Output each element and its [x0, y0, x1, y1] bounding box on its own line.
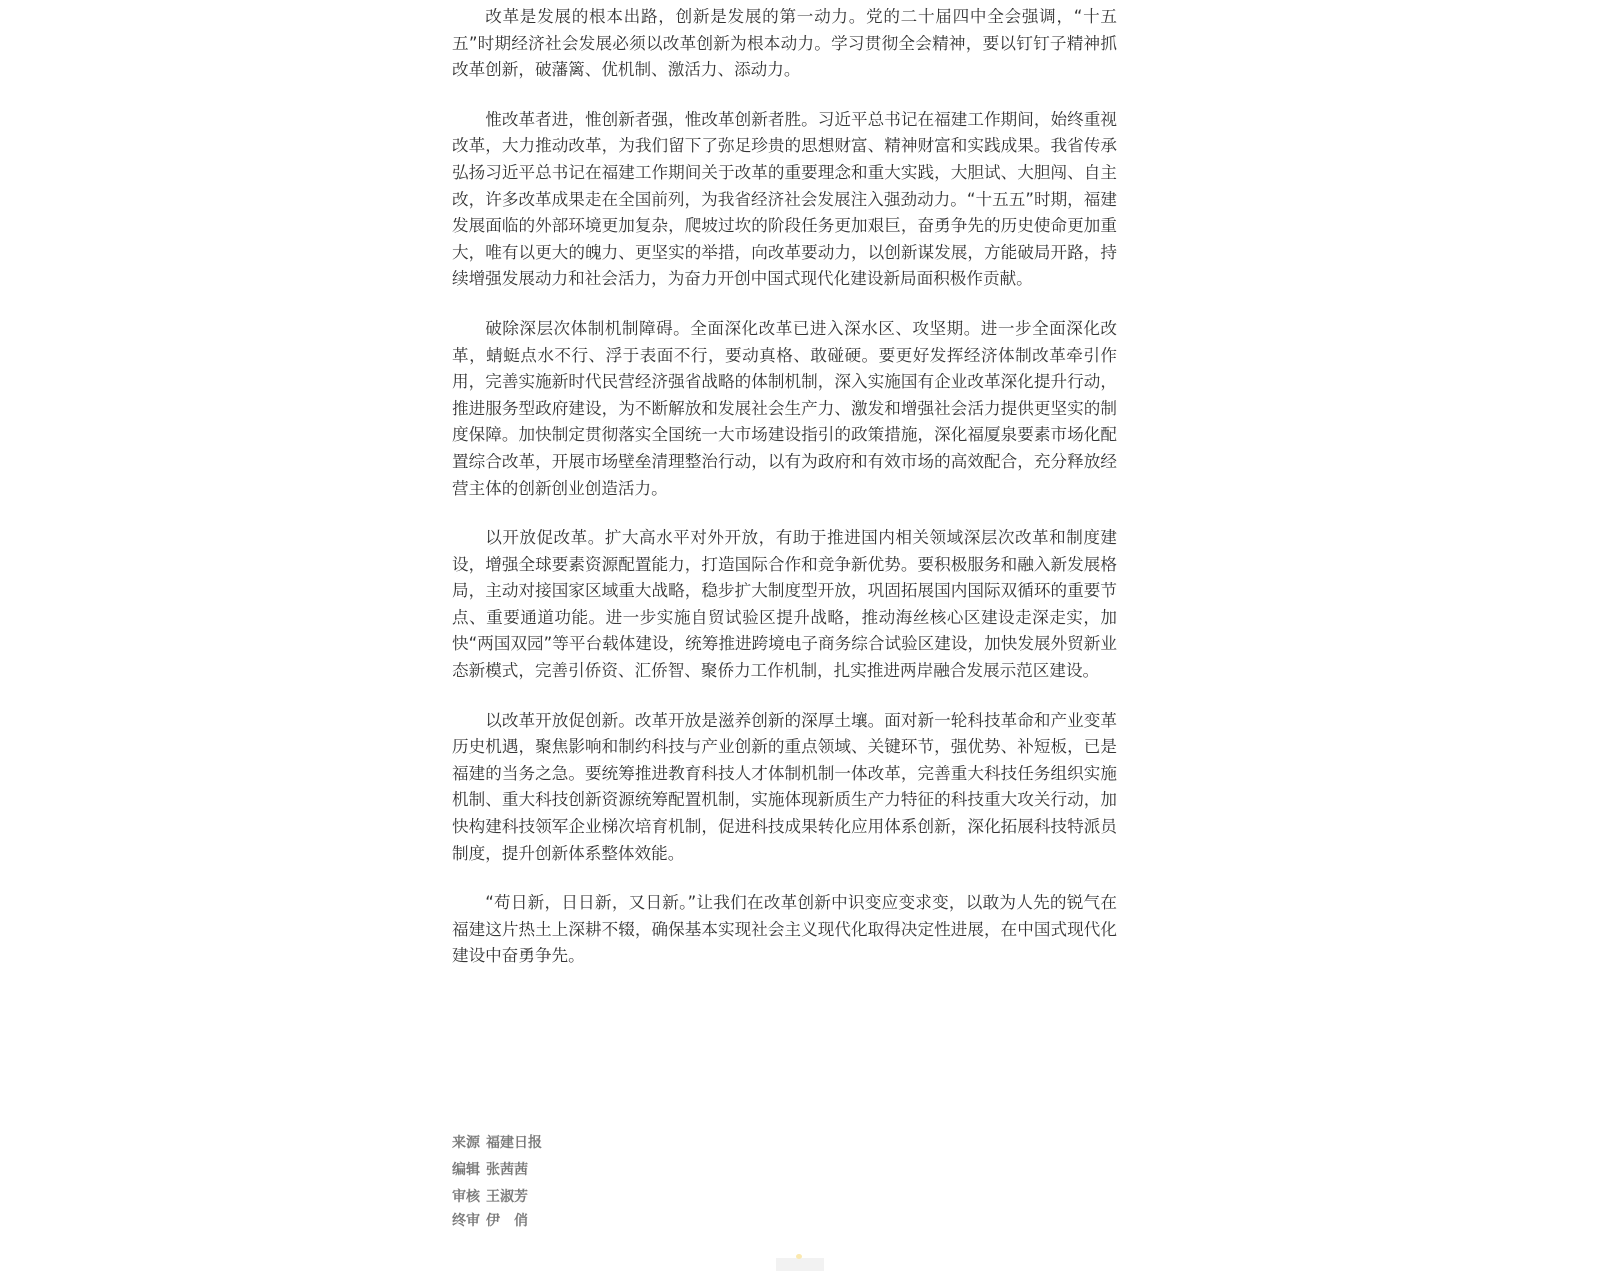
article-paragraph: “苟日新，日日新，又日新。”让我们在改革创新中识变应变求变，以敢为人先的锐气在福建这片热土上深耕不辍，确保基本实现社会主义现代化取得决定性进展，在中国式现代化建设中奋勇争先。 — [452, 893, 1117, 966]
credit-value: 福建日报 — [486, 1135, 542, 1151]
credit-label: 编辑 — [452, 1162, 480, 1178]
credit-label: 来源 — [452, 1135, 480, 1151]
article-paragraph: 以改革开放促创新。改革开放是滋养创新的深厚土壤。面对新一轮科技革命和产业变革历史机遇，聚焦影响和制约科技与产业创新的重点领域、关键环节，强优势、补短板，已是福建的当务之急。要统筹推进教育科技人才体制机制一体改革，完善重大科技任务组织实施机制、重大科技创新资源统筹配置机制，实施体现新质生产力特征的科技重大攻关行动，加快构建科技领军企业梯次培育机制，促进科技成果转化应用体系创新，深化拓展科技特派员制度，提升创新体系整体效能。 — [452, 710, 1117, 863]
article-paragraph: 改革是发展的根本出路，创新是发展的第一动力。党的二十届四中全会强调，“十五五”时期经济社会发展必须以改革创新为根本动力。学习贯彻全会精神，要以钉钉子精神抓改革创新，破藩篱、优机制、激活力、添动力。 — [452, 7, 1117, 80]
article-paragraph: 破除深层次体制机制障碍。全面深化改革已进入深水区、攻坚期。进一步全面深化改革，蜻蜓点水不行、浮于表面不行，要动真格、敢碰硬。要更好发挥经济体制改革牵引作用，完善实施新时代民营经济强省战略的体制机制，深入实施国有企业改革深化提升行动，推进服务型政府建设，为不断解放和发展社会生产力、激发和增强社会活力提供更坚实的制度保障。加快制定贯彻落实全国统一大市场建设指引的政策措施，深化福厦泉要素市场化配置综合改革，开展市场壁垒清理整治行动，以有为政府和有效市场的高效配合，充分释放经营主体的创新创业创造活力。 — [452, 318, 1117, 498]
bottom-toolbar-button[interactable] — [776, 1258, 824, 1271]
indicator-dot-icon — [796, 1254, 802, 1259]
credit-value: 王淑芳 — [486, 1189, 528, 1205]
credit-reviewer — [452, 1184, 542, 1211]
credit-source — [452, 1130, 542, 1157]
article-paragraph: 以开放促改革。扩大高水平对外开放，有助于推进国内相关领域深层次改革和制度建设，增强全球要素资源配置能力，打造国际合作和竞争新优势。要积极服务和融入新发展格局，主动对接国家区域重大战略，稳步扩大制度型开放，巩固拓展国内国际双循环的重要节点、重要通道功能。进一步实施自贸试验区提升战略，推动海丝核心区建设走深走实，加快“两国双园”等平台载体建设，统筹推进跨境电子商务综合试验区建设，加快发展外贸新业态新模式，完善引侨资、汇侨智、聚侨力工作机制，扎实推进两岸融合发展示范区建设。 — [452, 528, 1117, 681]
credit-value: 张茜茜 — [486, 1162, 528, 1178]
credit-label: 审核 — [452, 1189, 480, 1205]
article-credits — [452, 1130, 542, 1231]
article-body — [452, 4, 1117, 993]
credit-label: 终审 — [452, 1213, 480, 1229]
credit-editor — [452, 1157, 542, 1184]
article-paragraph: 惟改革者进，惟创新者强，惟改革创新者胜。习近平总书记在福建工作期间，始终重视改革，大力推动改革，为我们留下了弥足珍贵的思想财富、精神财富和实践成果。我省传承弘扬习近平总书记在福建工作期间关于改革的重要理念和重大实践，大胆试、大胆闯、自主改，许多改革成果走在全国前列，为我省经济社会发展注入强劲动力。“十五五”时期，福建发展面临的外部环境更加复杂，爬坡过坎的阶段任务更加艰巨，奋勇争先的历史使命更加重大，唯有以更大的魄力、更坚实的举措，向改革要动力，以创新谋发展，方能破局开路，持续增强发展动力和社会活力，为奋力开创中国式现代化建设新局面积极作贡献。 — [452, 109, 1117, 289]
credit-final-reviewer — [452, 1211, 542, 1231]
credit-value: 伊 俏 — [486, 1213, 528, 1229]
